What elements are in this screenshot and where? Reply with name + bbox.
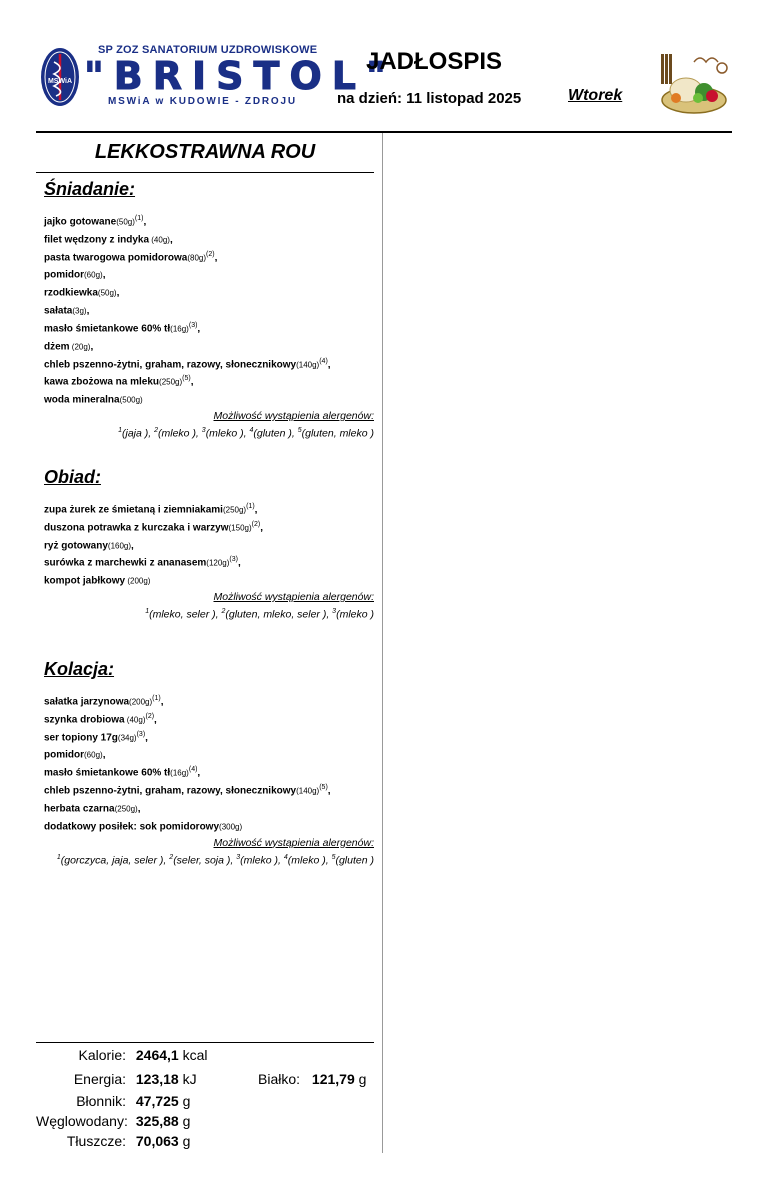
nutrition-divider xyxy=(36,1042,374,1043)
stat-value: 121,79 xyxy=(311,1071,355,1087)
menu-item-separator: , xyxy=(260,522,263,534)
allergen-number: 4 xyxy=(249,427,254,435)
menu-item xyxy=(44,536,374,554)
menu-item xyxy=(44,265,374,283)
logo-bottom-text: MSWiA w KUDOWIE - ZDROJU xyxy=(108,96,297,107)
menu-item xyxy=(44,692,374,710)
menu-item-weight: (120g) xyxy=(206,558,230,568)
menu-item-name: sałata xyxy=(44,305,73,317)
menu-item-weight: (140g) xyxy=(296,786,320,796)
menu-item-weight: (140g) xyxy=(296,359,320,369)
allergen-ref: (3) xyxy=(229,556,238,564)
allergen-entry: (seler, soja ), xyxy=(173,854,237,867)
column-divider xyxy=(382,133,383,1153)
menu-item xyxy=(44,301,374,319)
menu-item-weight: (34g) xyxy=(117,732,137,742)
allergen-ref: (5) xyxy=(319,784,328,792)
menu-item-separator: , xyxy=(145,731,148,743)
allergen-entry: (gluten, mleko, seler ), xyxy=(225,608,333,621)
meal-title: Kolacja: xyxy=(44,659,115,679)
menu-item-name: surówka z marchewki z ananasem xyxy=(44,557,207,569)
stat-value: 2464,1 xyxy=(135,1047,179,1063)
menu-item-separator: , xyxy=(137,803,141,815)
sanatorium-logo xyxy=(40,44,396,114)
sanatorium-seal-icon xyxy=(40,46,80,108)
menu-item-name: masło śmietankowe 60% tł xyxy=(44,323,171,335)
allergen-entry: (gluten ) xyxy=(335,854,374,867)
allergen-heading: Możliwość wystąpienia alergenów: xyxy=(213,836,374,849)
menu-item-weight: (16g) xyxy=(170,768,189,778)
menu-item-name: woda mineralna xyxy=(44,394,120,406)
menu-item-weight: (250g) xyxy=(159,377,183,387)
menu-item-separator: , xyxy=(90,341,94,353)
allergen-ref: (2) xyxy=(251,520,261,528)
menu-item-weight: (150g) xyxy=(228,523,252,533)
stat-value: 70,063 xyxy=(135,1133,179,1149)
allergen-list xyxy=(44,604,374,623)
menu-item-name: ser topiony 17g xyxy=(44,731,118,743)
menu-item-name: dodatkowy posiłek: sok pomidorowy xyxy=(44,821,220,833)
allergen-entry: (mleko ), xyxy=(205,427,250,440)
menu-item xyxy=(44,817,374,835)
menu-item-separator: , xyxy=(197,767,201,779)
allergen-ref: (1) xyxy=(134,215,144,222)
allergen-entry: (gluten, mleko ) xyxy=(301,427,374,440)
stat-label: Kalorie: xyxy=(78,1047,126,1063)
allergen-number: 2 xyxy=(154,427,159,435)
menu-item-name: filet wędzony z indyka xyxy=(44,234,150,246)
stat-weglowodany xyxy=(36,1113,190,1129)
menu-item-weight: (200g) xyxy=(129,697,153,707)
menu-item-name: chleb pszenno-żytni, graham, razowy, słonecznikowy xyxy=(44,785,297,797)
stat-value: 47,725 xyxy=(135,1093,179,1109)
menu-item xyxy=(44,763,374,781)
menu-item xyxy=(44,799,374,817)
menu-item-weight: (50g) xyxy=(116,217,135,227)
menu-item xyxy=(44,230,374,248)
stat-value: 123,18 xyxy=(135,1071,179,1087)
menu-item-separator: , xyxy=(116,287,120,299)
stat-bialko xyxy=(258,1071,366,1087)
allergen-heading: Możliwość wystąpienia alergenów: xyxy=(213,410,374,423)
allergen-ref: (5) xyxy=(182,375,191,383)
menu-item xyxy=(44,248,374,266)
allergen-ref: (2) xyxy=(145,712,155,720)
menu-item-weight: (16g) xyxy=(170,324,189,334)
menu-item xyxy=(44,283,374,301)
menu-item-weight: (300g) xyxy=(219,822,243,832)
stat-blonnik xyxy=(36,1093,190,1109)
menu-item-name: pomidor xyxy=(44,269,84,281)
menu-item-separator: , xyxy=(190,376,194,388)
menu-item xyxy=(44,390,374,408)
menu-item-separator: , xyxy=(102,269,106,281)
menu-item-name: sałatka jarzynowa xyxy=(44,696,130,708)
menu-item xyxy=(44,553,374,571)
allergen-list xyxy=(44,423,374,442)
allergen-number: 4 xyxy=(283,853,288,861)
allergen-entry: (gorczyca, jaja, seler ), xyxy=(60,854,170,867)
allergen-entry: (mleko, seler ), xyxy=(149,608,222,621)
menu-item-separator: , xyxy=(327,785,331,797)
menu-item xyxy=(44,745,374,763)
allergen-entry: (gluten ), xyxy=(253,427,298,440)
menu-item-separator: , xyxy=(197,323,201,335)
menu-weekday: Wtorek xyxy=(568,87,623,104)
menu-item-weight: (40g) xyxy=(149,235,170,245)
menu-item-weight: (60g) xyxy=(84,270,103,280)
menu-item-separator: , xyxy=(160,696,164,708)
allergen-number: 3 xyxy=(201,427,206,435)
allergen-ref: (4) xyxy=(188,766,198,774)
allergen-number: 1 xyxy=(118,427,123,435)
stat-label: Białko: xyxy=(258,1071,301,1087)
allergen-number: 3 xyxy=(332,608,337,616)
stat-label: Energia: xyxy=(73,1071,126,1087)
menu-item xyxy=(44,372,374,390)
menu-item-name: zupa żurek ze śmietaną i ziemniakami xyxy=(44,504,223,516)
menu-item-weight: (80g) xyxy=(187,252,207,262)
menu-item-weight: (250g) xyxy=(222,505,247,515)
allergen-ref: (1) xyxy=(246,503,255,510)
stat-label: Tłuszcze: xyxy=(66,1133,126,1149)
allergen-number: 3 xyxy=(236,853,241,861)
menu-item-name: ryż gotowany xyxy=(44,539,108,551)
stat-energia xyxy=(36,1071,197,1087)
allergen-ref: (2) xyxy=(206,250,215,258)
stat-unit: g xyxy=(182,1093,191,1109)
menu-item-name: dżem xyxy=(44,341,70,353)
allergen-number: 2 xyxy=(169,853,174,861)
menu-item-name: pasta twarogowa pomidorowa xyxy=(44,251,188,263)
menu-item xyxy=(44,319,374,337)
menu-item-separator: , xyxy=(169,234,173,246)
meal-breakfast xyxy=(44,179,374,442)
menu-date: na dzień: 11 listopad 2025 xyxy=(337,90,522,107)
menu-item-weight: (500g) xyxy=(119,395,143,405)
meal-title: Śniadanie: xyxy=(44,179,136,199)
stat-label: Błonnik: xyxy=(76,1093,126,1109)
allergen-entry: (mleko ), xyxy=(240,854,284,867)
menu-item-name: kompot jabłkowy xyxy=(44,575,126,587)
menu-item xyxy=(44,355,374,373)
menu-item-separator: , xyxy=(237,557,241,569)
allergen-ref: (1) xyxy=(152,695,161,702)
menu-item-name: herbata czarna xyxy=(44,803,115,815)
stat-label: Węglowodany: xyxy=(36,1113,128,1129)
menu-item-weight: (3g) xyxy=(72,306,87,316)
menu-item-weight: (60g) xyxy=(84,750,103,760)
allergen-number: 5 xyxy=(331,853,336,861)
menu-item-separator: , xyxy=(143,216,147,228)
menu-item-separator: , xyxy=(327,358,331,370)
meal-title: Obiad: xyxy=(44,467,101,487)
menu-item xyxy=(44,212,374,230)
allergen-number: 1 xyxy=(56,853,61,861)
menu-item xyxy=(44,781,374,799)
menu-item xyxy=(44,337,374,355)
menu-item-name: masło śmietankowe 60% tł xyxy=(44,767,171,779)
stat-unit: g xyxy=(358,1071,367,1087)
menu-item-name: kawa zbożowa na mleku xyxy=(44,376,160,388)
stat-kalorie xyxy=(36,1047,208,1063)
meal-supper xyxy=(44,659,374,868)
stat-unit: kcal xyxy=(182,1047,208,1063)
diet-title-divider xyxy=(36,172,374,173)
allergen-entry: (mleko ) xyxy=(336,608,374,621)
allergen-list xyxy=(44,850,374,869)
menu-item-name: szynka drobiowa xyxy=(44,714,125,726)
menu-item-weight: (40g) xyxy=(124,715,146,725)
menu-item-name: chleb pszenno-żytni, graham, razowy, słonecznikowy xyxy=(44,358,297,370)
page-title: JADŁOSPIS xyxy=(366,48,503,75)
menu-item xyxy=(44,518,374,536)
allergen-ref: (3) xyxy=(136,730,146,738)
stat-unit: g xyxy=(182,1113,191,1129)
menu-item-weight: (200g) xyxy=(125,576,151,586)
menu-item-weight: (50g) xyxy=(97,288,117,298)
menu-item-separator: , xyxy=(86,305,90,317)
stat-unit: kJ xyxy=(182,1071,197,1087)
menu-item-separator: , xyxy=(131,539,134,551)
menu-item xyxy=(44,500,374,518)
menu-item xyxy=(44,728,374,746)
menu-item-weight: (160g) xyxy=(107,540,132,550)
menu-item xyxy=(44,571,374,589)
allergen-entry: (mleko ), xyxy=(287,854,332,867)
allergen-entry: (jaja ), xyxy=(122,427,155,440)
menu-item-separator: , xyxy=(214,251,218,263)
allergen-heading: Możliwość wystąpienia alergenów: xyxy=(213,591,374,604)
menu-item-weight: (250g) xyxy=(114,804,138,814)
food-plate-icon xyxy=(658,50,730,116)
stat-unit: g xyxy=(182,1133,191,1149)
diet-title: LEKKOSTRAWNA ROU xyxy=(94,141,316,163)
allergen-number: 2 xyxy=(221,608,226,616)
meal-dinner xyxy=(44,467,374,623)
menu-item-name: pomidor xyxy=(44,749,84,761)
menu-item-separator: , xyxy=(254,504,258,516)
allergen-number: 5 xyxy=(297,427,302,435)
menu-item-name: jajko gotowane xyxy=(44,216,117,228)
allergen-number: 1 xyxy=(145,608,150,616)
allergen-ref: (4) xyxy=(319,357,328,365)
seal-text: MSWiA xyxy=(47,78,73,85)
menu-item-name: rzodkiewka xyxy=(44,287,98,299)
header-divider xyxy=(36,131,732,133)
menu-item-weight: (20g) xyxy=(69,342,91,352)
menu-item xyxy=(44,710,374,728)
logo-name: "BRISTOL" xyxy=(84,54,396,98)
allergen-ref: (3) xyxy=(188,321,198,329)
logo-top-text: SP ZOZ SANATORIUM UZDROWISKOWE xyxy=(98,44,318,56)
allergen-entry: (mleko ), xyxy=(158,427,202,440)
menu-item-separator: , xyxy=(154,714,157,726)
stat-value: 325,88 xyxy=(135,1113,179,1129)
menu-item-separator: , xyxy=(102,749,106,761)
stat-tluszcze xyxy=(36,1133,190,1149)
menu-item-name: duszona potrawka z kurczaka i warzyw xyxy=(44,522,229,534)
